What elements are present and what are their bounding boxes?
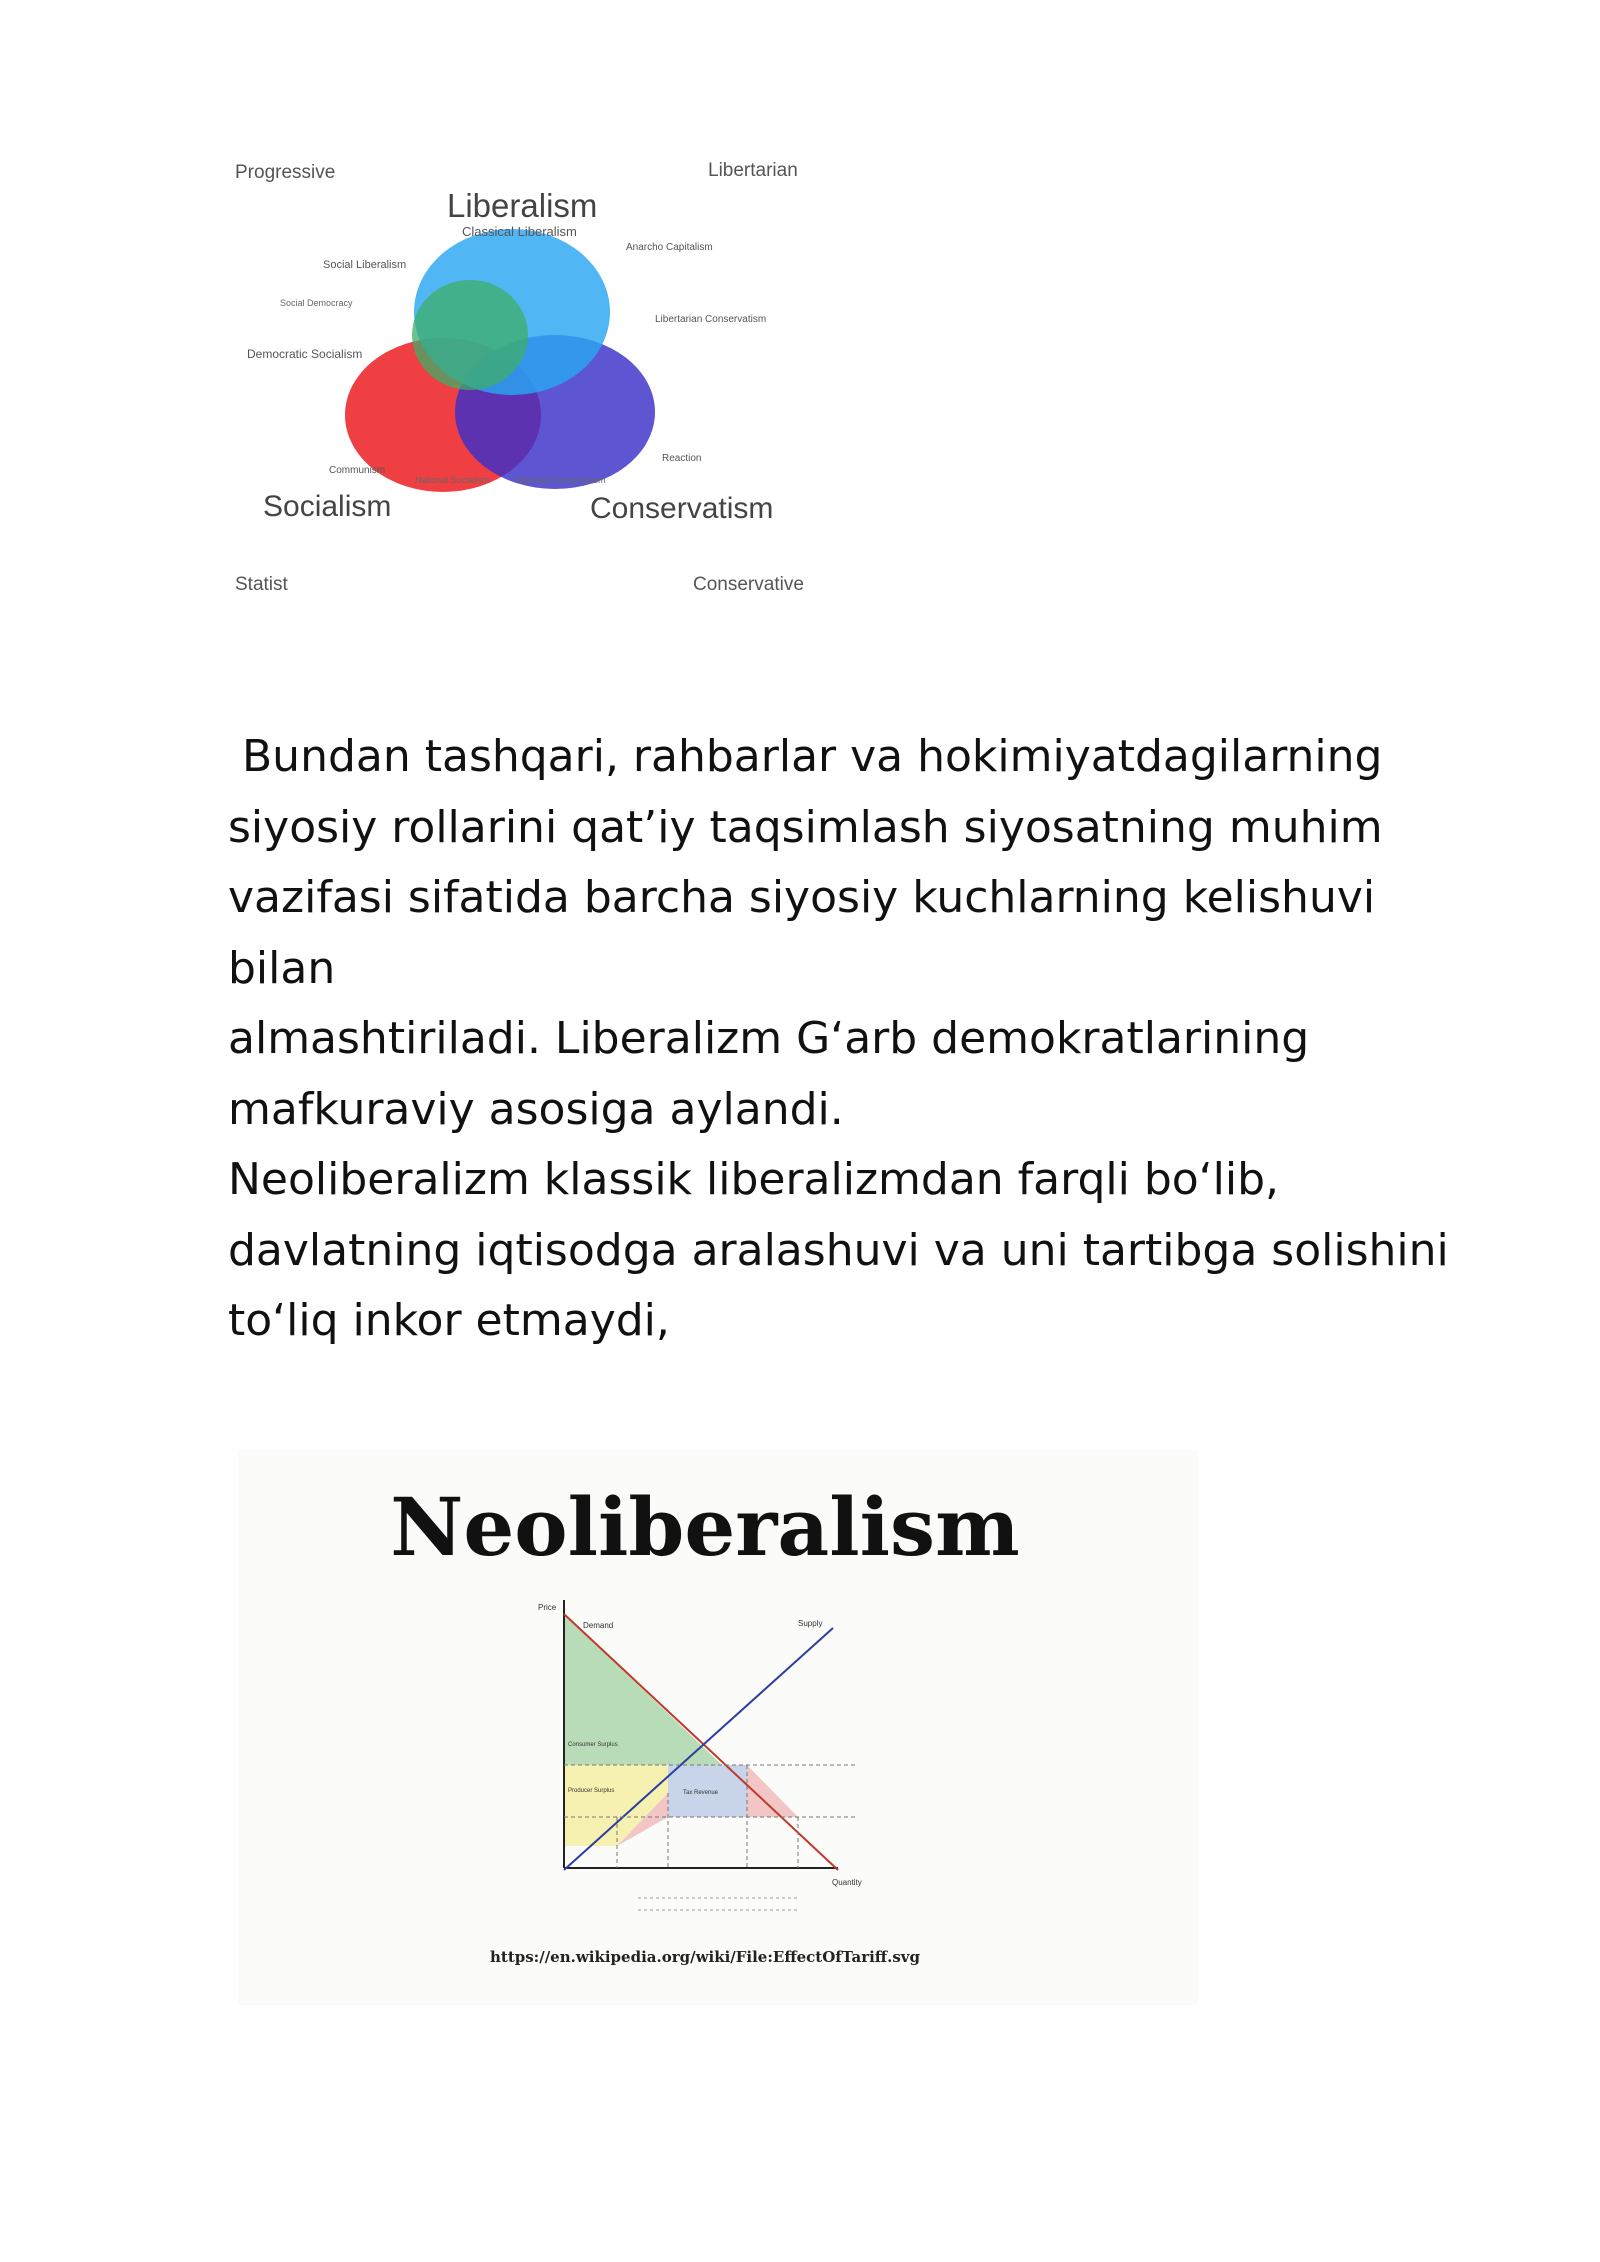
label-democratic-socialism: Democratic Socialism [247,347,363,361]
set-label-conservatism: Conservatism [590,492,774,525]
figure-title: Neoliberalism [390,1480,1020,1574]
axis-label-quantity: Quantity [832,1878,862,1887]
corner-conservative: Conservative [693,574,804,595]
set-label-socialism: Socialism [263,490,392,523]
producer-surplus-area [564,1765,668,1846]
axis-label-price: Price [538,1603,557,1612]
tax-revenue-label: Tax Revenue [683,1790,719,1796]
source-url: https://en.wikipedia.org/wiki/File:EffectOfTariff.svg [489,1948,921,1966]
producer-surplus-label: Producer Surplus [568,1788,615,1794]
tariff-diagram [238,1450,1198,2005]
supply-label: Supply [798,1619,823,1628]
label-social-liberalism: Social Liberalism [323,259,407,271]
set-label-liberalism: Liberalism [447,187,598,224]
venn-diagram [225,140,855,620]
label-anarcho-capitalism: Anarcho Capitalism [626,242,713,253]
label-communism: Communism [329,465,386,476]
ideology-venn-figure [225,140,855,620]
corner-progressive: Progressive [235,162,336,183]
label-reaction: Reaction [662,453,702,464]
label-national-conservatism: National Conservatism [515,475,606,485]
demand-label: Demand [583,1621,614,1630]
consumer-surplus-label: Consumer Surplus [568,1742,618,1748]
label-classical-liberalism: Classical Liberalism [462,224,577,239]
label-national-socialism: National Socialism [415,475,490,485]
label-libertarian-conservatism: Libertarian Conservatism [655,314,767,325]
body-text [228,722,1478,1357]
overlap-region [412,280,528,390]
label-social-democracy: Social Democracy [280,298,353,308]
neoliberalism-figure [238,1450,1198,2005]
paragraph-2: Neoliberalizm klassik liberalizmdan farqli bo‘lib, davlatning iqtisodga aralashuvi va uni tartibga solishini to‘liq inkor etmaydi, [228,1154,1449,1346]
corner-statist: Statist [235,574,288,595]
paragraph-1: Bundan tashqari, rahbarlar va hokimiyatdagilarning siyosiy rollarini qat’iy taqsimlash siyosatning muhim vazifasi sifatida barcha siyosiy kuchlarning kelishuvi bilan almashtiriladi. Liberalizm G‘arb demokratlarining mafkuraviy asosiga aylandi. [228,731,1383,1135]
corner-libertarian: Libertarian [708,160,798,181]
